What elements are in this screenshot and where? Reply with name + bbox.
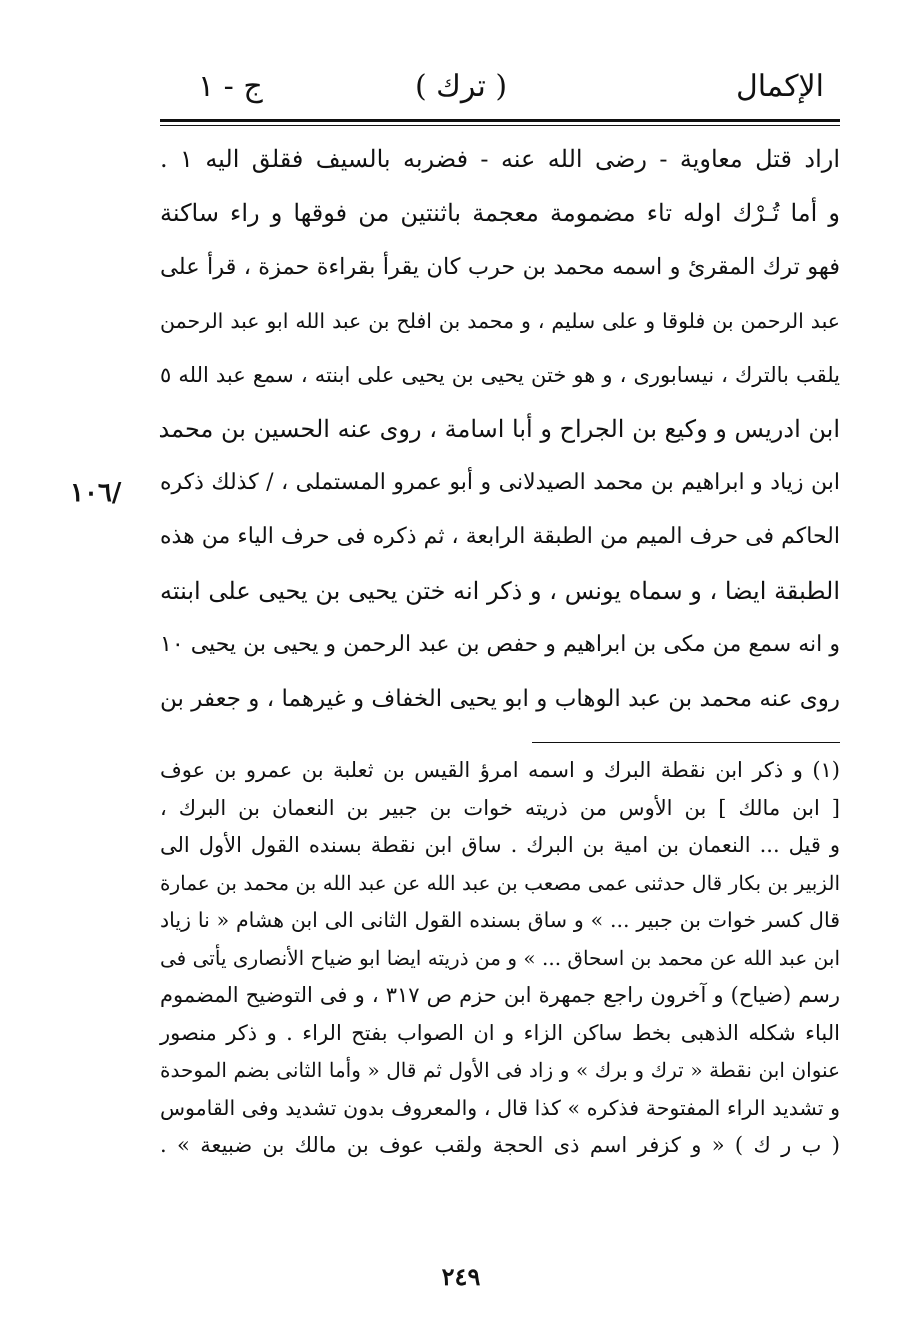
body-line: و أما تُـرْك اوله تاء مضمومة معجمة باثنتين من فوقها و راء ساكنة	[160, 199, 840, 227]
footnote-line: الباء شكله الذهبى بخط ساكن الزاء و ان الصواب بفتح الراء . و ذكر منصور	[160, 1020, 840, 1045]
footnotes	[160, 752, 840, 1165]
body-line: روى عنه محمد بن عبد الوهاب و ابو يحيى الخفاف و غيرهما ، و جعفر بن	[160, 686, 840, 712]
body-line: يلقب بالترك ، نيسابورى ، و هو ختن يحيى بن يحيى على ابنته ، سمع عبد الله ٥	[160, 363, 840, 387]
header-rule-thick	[160, 119, 840, 122]
running-title: الإكمال	[735, 69, 824, 104]
footnote-line: و تشديد الراء المفتوحة فذكره » كذا قال ، والمعروف بدون تشديد وفى القاموس	[160, 1095, 840, 1120]
body-line: ابن ادريس و وكيع بن الجراح و أبا اسامة ، روى عنه الحسين بن محمد	[158, 415, 840, 443]
footnote-line: ابن عبد الله عن محمد بن اسحاق ... » و من ذريته ايضا ابو ضياح الأنصارى يأتى فى	[160, 945, 840, 970]
entry-heading: ( ترك )	[414, 69, 508, 104]
body-line: الحاكم فى حرف الميم من الطبقة الرابعة ، ثم ذكره فى حرف الياء من هذه	[160, 524, 840, 549]
volume-label: ج - ١	[198, 69, 263, 104]
body-line: ابن زياد و ابراهيم بن محمد الصيدلانى و أبو عمرو المستملى ، / كذلك ذكره	[160, 470, 840, 495]
footnote-line: الزبير بن بكار قال حدثنى عمى مصعب بن عبد الله عن عبد الله بن محمد بن عمارة	[160, 870, 840, 895]
footnote-line: قال كسر خوات بن جبير ... » و ساق بسنده القول الثانى الى ابن هشام « نا زياد	[160, 908, 840, 932]
footnote-line: [ ابن مالك ] بن الأوس من ذريته خوات بن جبير بن النعمان بن البرك ،	[160, 795, 840, 820]
body-line: اراد قتل معاوية - رضى الله عنه - فضربه بالسيف فقلق اليه ١ .	[160, 145, 840, 173]
body-line: الطبقة ايضا ، و سماه يونس ، و ذكر انه ختن يحيى بن يحيى على ابنته	[160, 577, 840, 605]
body-line: عبد الرحمن بن فلوقا و على سليم ، و محمد بن افلح بن عبد الله ابو عبد الرحمن	[160, 309, 840, 333]
footnote-line: عنوان ابن نقطة « ترك و برك » و زاد فى الأول ثم قال « وأما الثانى بضم الموحدة	[160, 1058, 840, 1082]
main-text	[160, 132, 840, 726]
manuscript-folio-marker: ١٠٦/	[70, 478, 122, 508]
body-line: و انه سمع من مكى بن ابراهيم و حفص بن عبد الرحمن و يحيى بن يحيى ١٠	[160, 632, 840, 657]
header-rule-thin	[160, 125, 840, 126]
body-line: فهو ترك المقرئ و اسمه محمد بن حرب كان يقرأ بقراءة حمزة ، قرأ على	[160, 254, 840, 280]
page-number: ٢٤٩	[441, 1262, 481, 1291]
footnote-line: و قيل ... النعمان بن امية بن البرك . ساق ابن نقطة بسنده القول الأول الى	[160, 833, 840, 857]
footnote-line: ( ب ر ك ) « و كزفر اسم ذى الحجة ولقب عوف بن مالك بن ضبيعة » .	[160, 1133, 840, 1157]
footnote-line: (١) و ذكر ابن نقطة البرك و اسمه امرؤ القيس بن ثعلبة بن عمرو بن عوف	[160, 758, 840, 782]
footnote-separator	[532, 742, 840, 743]
footnote-line: رسم (ضياح) و آخرون راجع جمهرة ابن حزم ص ٣١٧ ، و فى التوضيح المضموم	[160, 983, 840, 1007]
